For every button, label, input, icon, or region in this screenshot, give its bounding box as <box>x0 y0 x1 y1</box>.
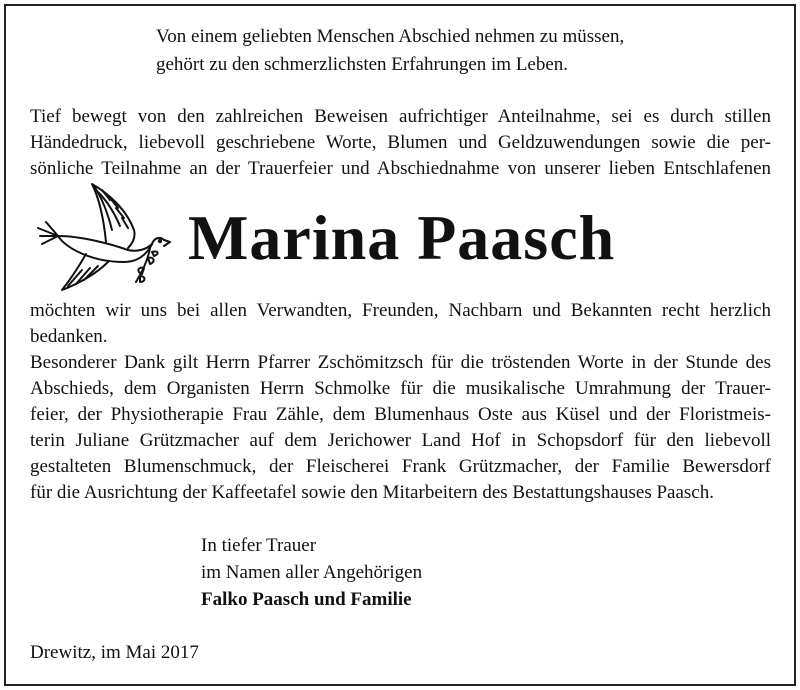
deceased-name: Marina Paasch <box>188 202 616 273</box>
dove-icon <box>36 178 172 294</box>
opening-line-1: Von einem geliebten Menschen Abschied nehmen zu müssen, <box>156 26 625 47</box>
signature-family: Falko Paasch und Familie <box>201 589 412 610</box>
place-date: Drewitz, im Mai 2017 <box>30 642 199 663</box>
signature-line-2: im Namen aller Angehörigen <box>201 562 423 583</box>
special-line-2: Abschieds, dem Organisten Herrn Schmolke für die musikalische Umrahmung der Trauer- <box>30 378 771 399</box>
intro-line-2: Händedruck, liebevoll geschriebene Worte, Blumen und Geldzuwendungen sowie die per- <box>30 132 771 153</box>
special-line-3: feier, der Physiotherapie Frau Zähle, dem Blumenhaus Oste aus Küsel und der Floristmeis- <box>30 404 771 425</box>
opening-line-2: gehört zu den schmerzlichsten Erfahrungen im Leben. <box>156 54 569 75</box>
special-line-6: für die Ausrichtung der Kaffeetafel sowie den Mitarbeitern des Bestattungshauses Paasch. <box>30 482 714 503</box>
special-line-5: gestalteten Blumenschmuck, der Fleischerei Frank Grützmacher, der Familie Bewersdorf <box>30 456 771 477</box>
signature-line-1: In tiefer Trauer <box>201 535 317 556</box>
thanks-line-2: bedanken. <box>30 326 108 347</box>
intro-line-3: sönliche Teilnahme an der Trauerfeier und Abschiednahme von unserer lieben Entschlafenen <box>30 158 771 179</box>
intro-line-1: Tief bewegt von den zahlreichen Beweisen aufrichtiger Anteilnahme, sei es durch stillen <box>30 106 771 127</box>
special-line-1: Besonderer Dank gilt Herrn Pfarrer Zschömitzsch für die tröstenden Worte in der Stunde des <box>30 352 771 373</box>
thanks-line-1: möchten wir uns bei allen Verwandten, Freunden, Nachbarn und Bekannten recht herzlich <box>30 300 771 321</box>
special-line-4: terin Juliane Grützmacher auf dem Jerichower Land Hof in Schopsdorf für den liebevoll <box>30 430 771 451</box>
